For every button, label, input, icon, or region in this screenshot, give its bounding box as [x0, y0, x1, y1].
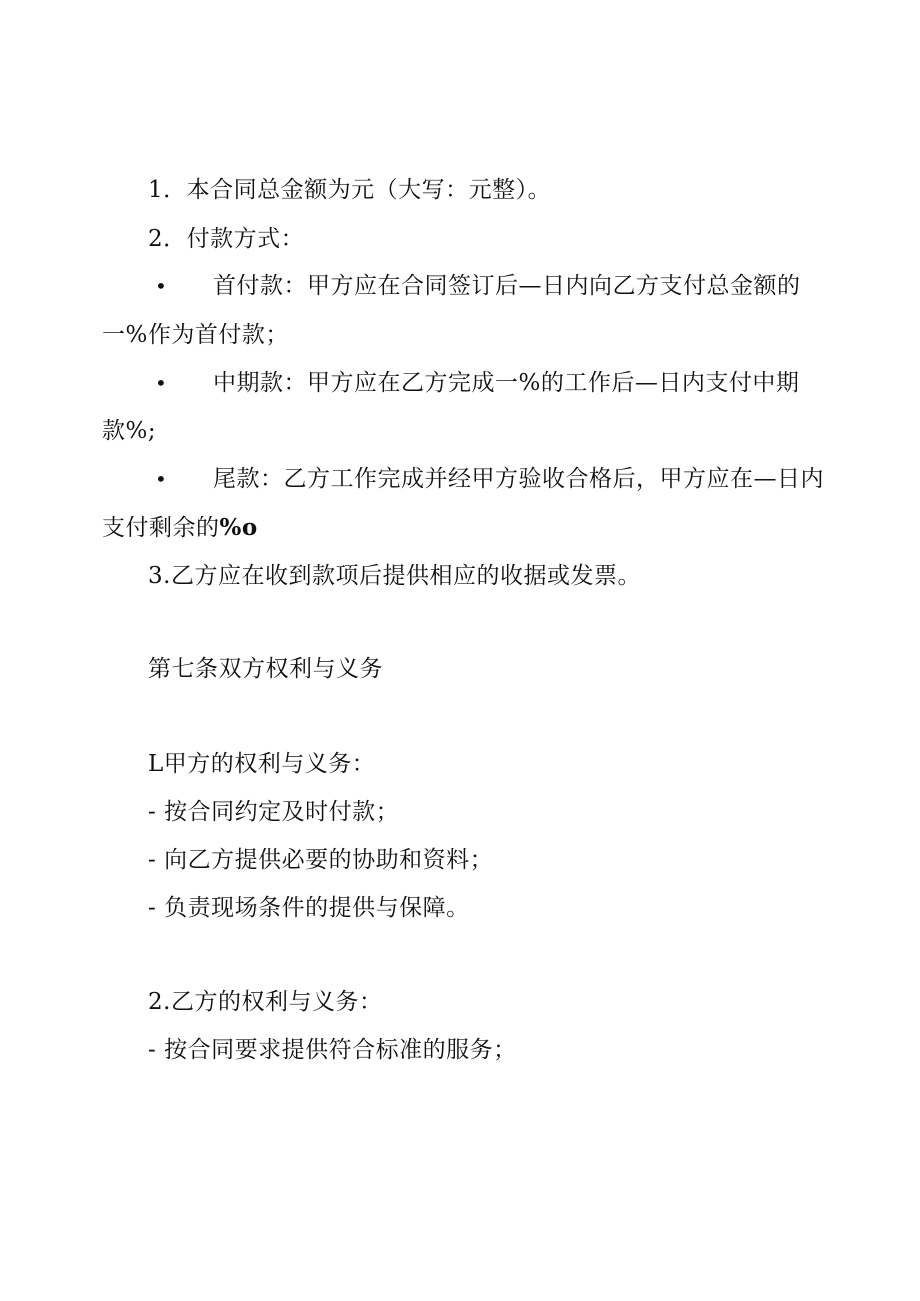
final-payment-line-2: [102, 513, 258, 543]
bullet-dot-icon: •: [155, 467, 167, 491]
mid-payment-line-2: 款%;: [102, 418, 157, 444]
final-payment-line-2-text: 支付剩余的: [102, 515, 220, 541]
bullet-dot-icon: •: [155, 274, 167, 298]
payment-item-1: 1．本合同总金额为元（大写：元整）。: [148, 177, 552, 203]
payment-item-2: 2．付款方式：: [148, 226, 305, 252]
final-payment-line-2-tail: %o: [219, 514, 258, 541]
mid-payment-line-1: 中期款：甲方应在乙方完成一%的工作后—日内支付中期: [213, 370, 800, 396]
payment-item-3: 3.乙方应在收到款项后提供相应的收据或发票。: [148, 563, 641, 589]
article-7-heading: 第七条双方权利与义务: [148, 656, 383, 682]
party-b-title: 2.乙方的权利与义务：: [148, 989, 383, 1015]
party-a-item: - 向乙方提供必要的协助和资料；: [148, 847, 494, 873]
party-a-title: L甲方的权利与义务：: [148, 751, 376, 777]
first-payment-line-1: 首付款：甲方应在合同签订后—日内向乙方支付总金额的: [213, 273, 801, 299]
final-payment-line-1: 尾款：乙方工作完成并经甲方验收合格后，甲方应在—日内: [213, 466, 824, 492]
party-a-item: - 负责现场条件的提供与保障。: [148, 895, 470, 921]
party-a-item: - 按合同约定及时付款；: [148, 799, 400, 825]
party-b-item: - 按合同要求提供符合标准的服务；: [148, 1037, 517, 1063]
first-payment-line-2: 一%作为首付款；: [102, 322, 289, 348]
bullet-dot-icon: •: [155, 371, 167, 395]
